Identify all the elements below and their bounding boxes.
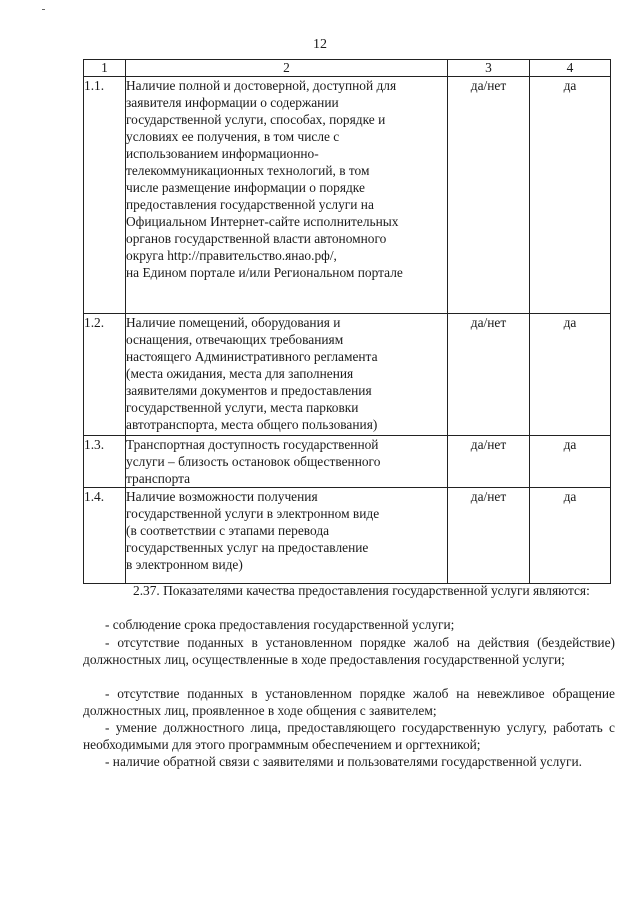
criterion-line: округа http://правительство.янао.рф/, [126,248,337,263]
normative-value: да/нет [448,77,530,314]
criterion-line: заявителями документов и предоставления [126,383,372,398]
list-item: - отсутствие поданных в установленном порядке жалоб на действия (бездействие) должностных лиц, осуществленные в ходе предоставления государственной услуги; [83,635,615,667]
table-row [84,488,611,584]
normative-value: да/нет [448,488,530,584]
criterion-line: государственной услуги, места парковки [126,400,359,415]
criterion-line: на Едином портале и/или Региональном портале [126,265,403,280]
criterion-line: Наличие полной и достоверной, доступной для [126,78,397,93]
column-header: 3 [448,60,530,77]
actual-value: да [530,314,611,436]
criterion-line: Официальном Интернет-сайте исполнительных [126,214,399,229]
criterion-line: государственной услуги в электронном виде [126,506,380,521]
criterion-line: автотранспорта, места общего пользования) [126,417,378,432]
row-number: 1.2. [84,314,126,436]
actual-value: да [530,488,611,584]
criterion-line: предоставления государственной услуги на [126,197,374,212]
criterion-cell [126,488,448,584]
list-item: - соблюдение срока предоставления государственной услуги; [105,617,455,632]
quality-criteria-table [83,59,611,584]
table-row [84,436,611,488]
scan-mark [42,9,45,10]
criterion-line: государственной услуги, способах, порядке и [126,112,386,127]
row-number: 1.3. [84,436,126,488]
criterion-line: Транспортная доступность государственной [126,437,379,452]
row-number: 1.1. [84,77,126,314]
criterion-cell [126,436,448,488]
list-item: - наличие обратной связи с заявителями и пользователями государственной услуги. [105,754,583,769]
normative-value: да/нет [448,436,530,488]
criterion-line: Наличие возможности получения [126,489,318,504]
criterion-cell [126,314,448,436]
criterion-line: органов государственной власти автономного [126,231,387,246]
criterion-line: заявителя информации о содержании [126,95,339,110]
column-header: 1 [84,60,126,77]
table-row [84,314,611,436]
criterion-cell [126,77,448,314]
criterion-line: настоящего Административного регламента [126,349,378,364]
list-item: - умение должностного лица, предоставляющего государственную услугу, работать с необходимыми для этого программным обеспечением и оргтехникой; [83,720,615,752]
criterion-line: оснащения, отвечающих требованиям [126,332,344,347]
criterion-line: использованием информационно- [126,146,319,161]
section-intro: 2.37. Показателями качества предоставления государственной услуги являются: [133,583,590,598]
normative-value: да/нет [448,314,530,436]
table-header-row [84,60,611,77]
criterion-line: (места ожидания, места для заполнения [126,366,354,381]
actual-value: да [530,436,611,488]
table-row [84,77,611,314]
criterion-line: условиях ее получения, в том числе с [126,129,340,144]
criterion-line: числе размещение информации о порядке [126,180,365,195]
table-body [84,77,611,584]
criterion-line: в электронном виде) [126,557,243,572]
criterion-line: Наличие помещений, оборудования и [126,315,341,330]
criterion-line: транспорта [126,471,191,486]
criterion-line: (в соответствии с этапами перевода [126,523,330,538]
row-number: 1.4. [84,488,126,584]
page-number: 12 [313,37,327,52]
criterion-line: услуги – близость остановок общественного [126,454,381,469]
criterion-line: телекоммуникационных технологий, в том [126,163,370,178]
actual-value: да [530,77,611,314]
criterion-line: государственных услуг на предоставление [126,540,369,555]
list-item: - отсутствие поданных в установленном порядке жалоб на невежливое обращение должностных лиц, проявленное в ходе общения с заявителем; [83,686,615,718]
column-header: 2 [126,60,448,77]
column-header: 4 [530,60,611,77]
